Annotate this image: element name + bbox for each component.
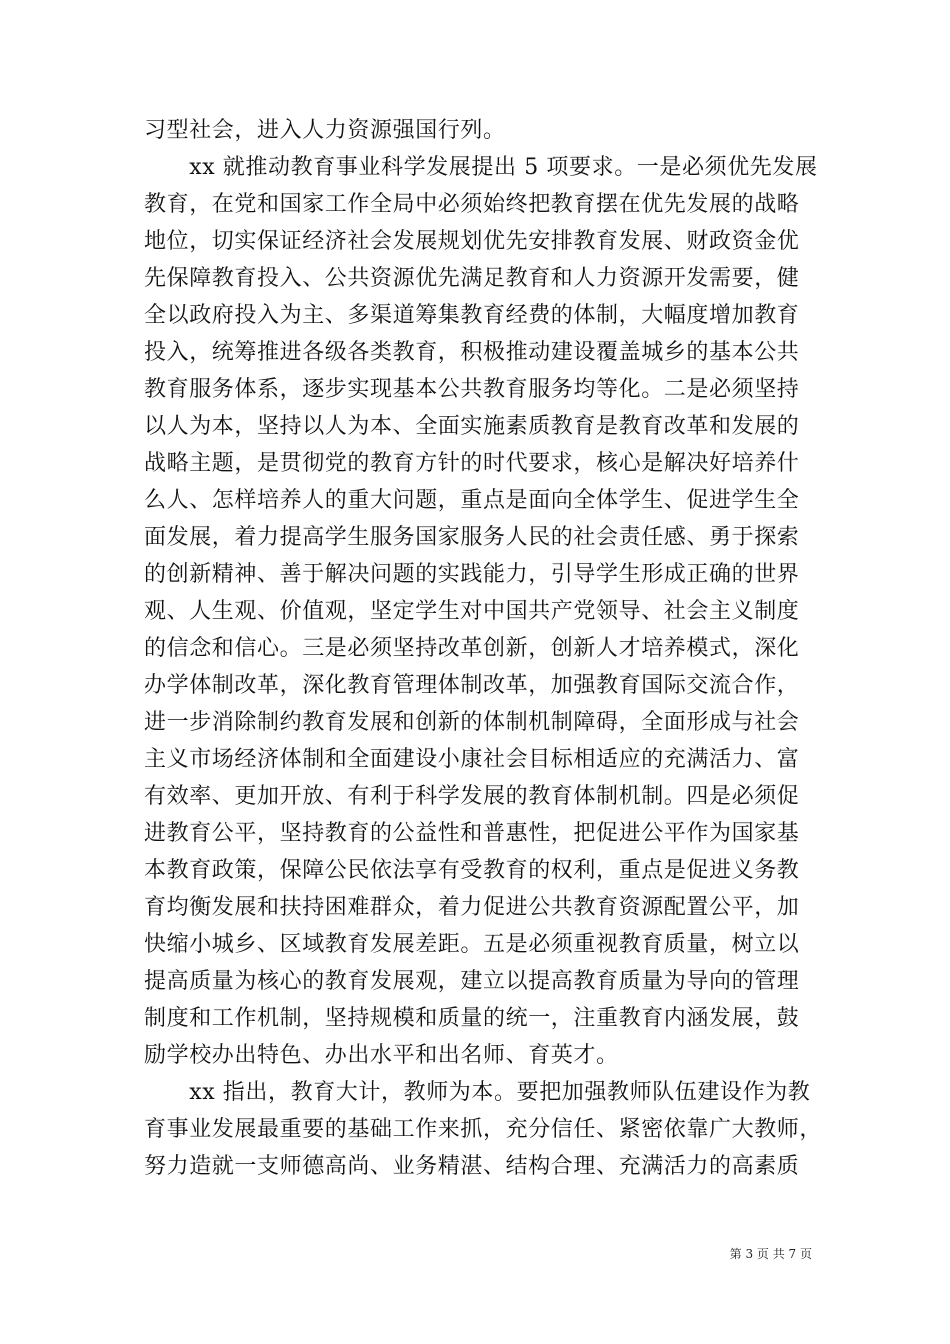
text-line: 的信念和信心。三是必须坚持改革创新，创新人才培养模式，深化 (144, 636, 800, 661)
text-line: 进一步消除制约教育发展和创新的体制机制障碍，全面形成与社会 (144, 710, 800, 735)
text-line: 习型社会，进入人力资源强国行列。 (144, 118, 506, 143)
text-line: 主义市场经济体制和全面建设小康社会目标相适应的充满活力、富 (144, 747, 800, 772)
text-line: 制度和工作机制，坚持规模和质量的统一，注重教育内涵发展，鼓 (144, 1006, 800, 1031)
text-line: 观、人生观、价值观，坚定学生对中国共产党领导、社会主义制度 (144, 599, 800, 624)
text-line: 教育服务体系，逐步实现基本公共教育服务均等化。二是必须坚持 (144, 377, 800, 402)
text-line: 的创新精神、善于解决问题的实践能力，引导学生形成正确的世界 (144, 562, 800, 587)
text-line: 全以政府投入为主、多渠道筹集教育经费的体制，大幅度增加教育 (144, 303, 800, 328)
text-line: 先保障教育投入、公共资源优先满足教育和人力资源开发需要，健 (144, 266, 800, 291)
text-line: xx 就推动教育事业科学发展提出 5 项要求。一是必须优先发展 (144, 155, 818, 180)
text-line: 教育，在党和国家工作全局中必须始终把教育摆在优先发展的战略 (144, 192, 800, 217)
page-indicator: 第 3 页 共 7 页 (729, 1247, 812, 1261)
text-line: 有效率、更加开放、有利于科学发展的教育体制机制。四是必须促 (144, 784, 800, 809)
text-line: 励学校办出特色、办出水平和出名师、育英才。 (144, 1043, 619, 1068)
text-line: 面发展，着力提高学生服务国家服务人民的社会责任感、勇于探索 (144, 525, 800, 550)
text-line: 办学体制改革，深化教育管理体制改革，加强教育国际交流合作， (144, 673, 800, 698)
text-line: 地位，切实保证经济社会发展规划优先安排教育发展、财政资金优 (144, 229, 800, 254)
text-line: 育事业发展最重要的基础工作来抓，充分信任、紧密依靠广大教师， (144, 1117, 823, 1142)
text-line: xx 指出，教育大计，教师为本。要把加强教师队伍建设作为教 (144, 1080, 811, 1105)
text-line: 以人为本，坚持以人为本、全面实施素质教育是教育改革和发展的 (144, 414, 800, 439)
text-line: 本教育政策，保障公民依法享有受教育的权利，重点是促进义务教 (144, 858, 800, 883)
text-line: 快缩小城乡、区域教育发展差距。五是必须重视教育质量，树立以 (144, 932, 800, 957)
text-line: 么人、怎样培养人的重大问题，重点是面向全体学生、促进学生全 (144, 488, 800, 513)
text-line: 进教育公平，坚持教育的公益性和普惠性，把促进公平作为国家基 (144, 821, 800, 846)
text-line: 努力造就一支师德高尚、业务精湛、结构合理、充满活力的高素质 (144, 1154, 800, 1179)
text-line: 提高质量为核心的教育发展观，建立以提高教育质量为导向的管理 (144, 969, 800, 994)
text-line: 投入，统筹推进各级各类教育，积极推动建设覆盖城乡的基本公共 (144, 340, 800, 365)
text-line: 战略主题，是贯彻党的教育方针的时代要求，核心是解决好培养什 (144, 451, 800, 476)
document-body (144, 112, 823, 1185)
text-line: 育均衡发展和扶持困难群众，着力促进公共教育资源配置公平，加 (144, 895, 800, 920)
